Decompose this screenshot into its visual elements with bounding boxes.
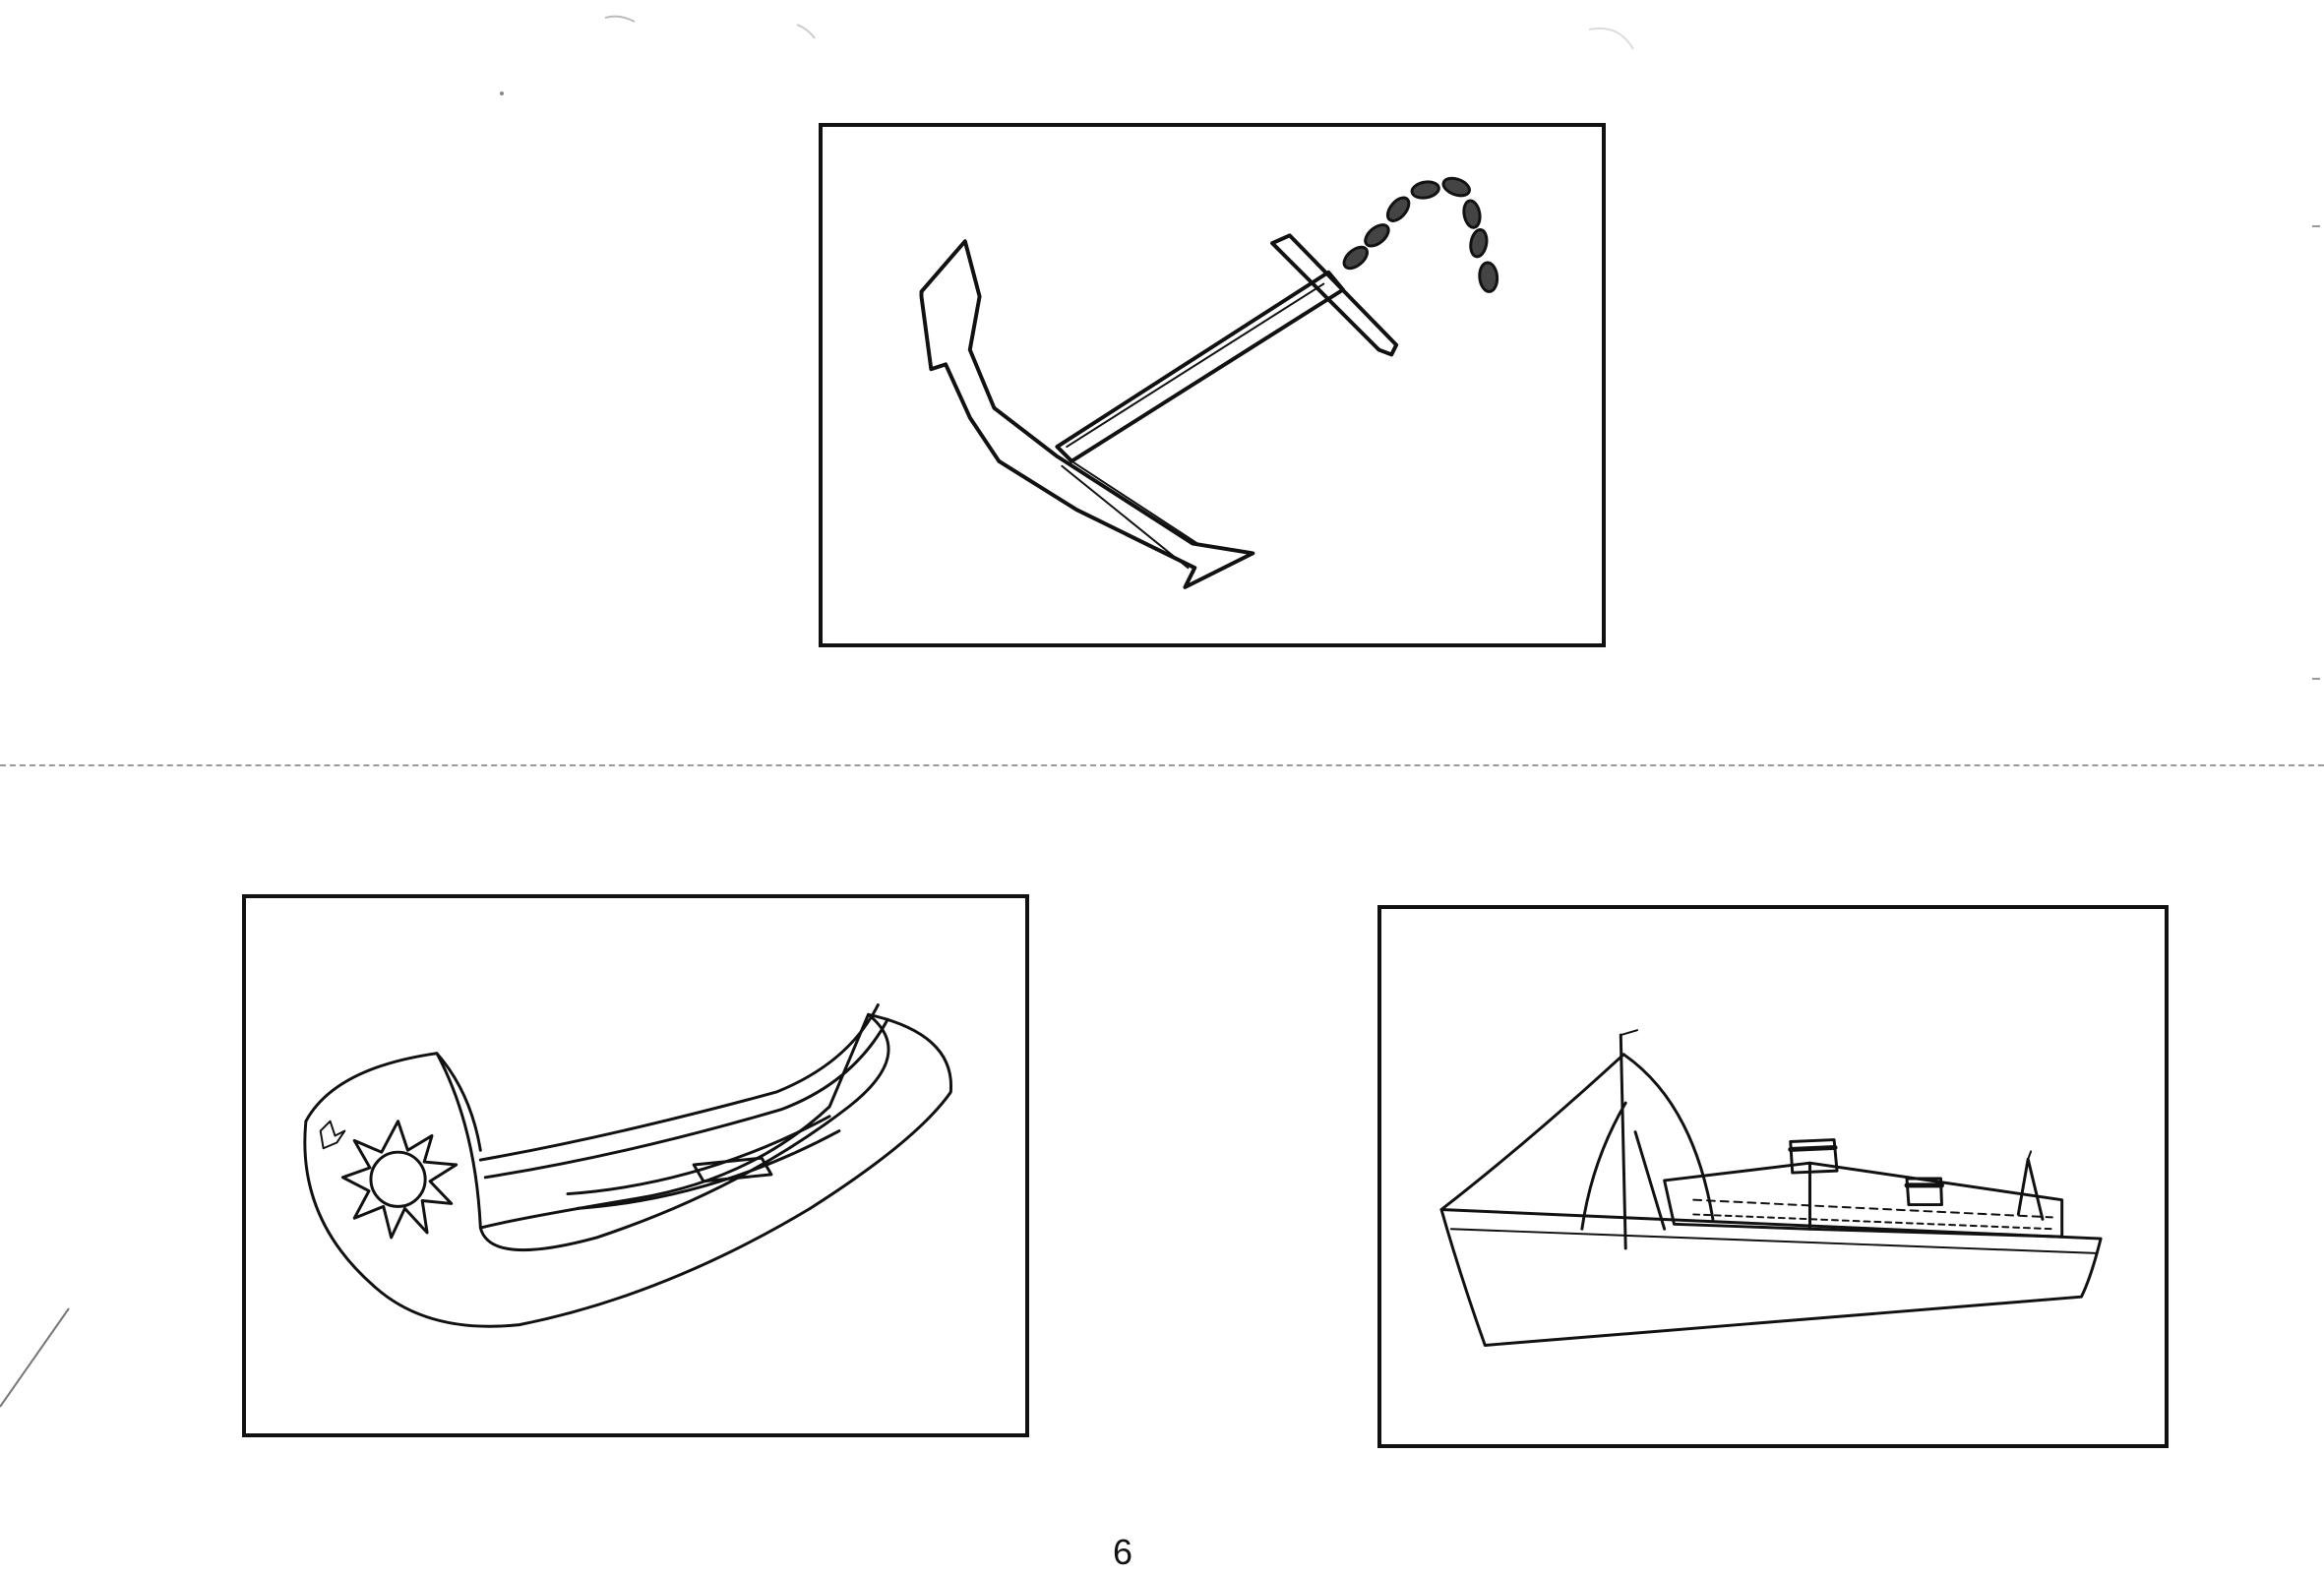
fold-line-divider <box>0 764 2324 766</box>
ship-icon <box>1381 909 2165 1444</box>
canoe-icon <box>246 898 1025 1433</box>
ship-picture-frame <box>1377 905 2169 1448</box>
page-number: 6 <box>1112 1532 1133 1572</box>
anchor-picture-frame <box>819 123 1606 647</box>
anchor-icon <box>823 127 1602 643</box>
canoe-picture-frame <box>242 894 1029 1437</box>
